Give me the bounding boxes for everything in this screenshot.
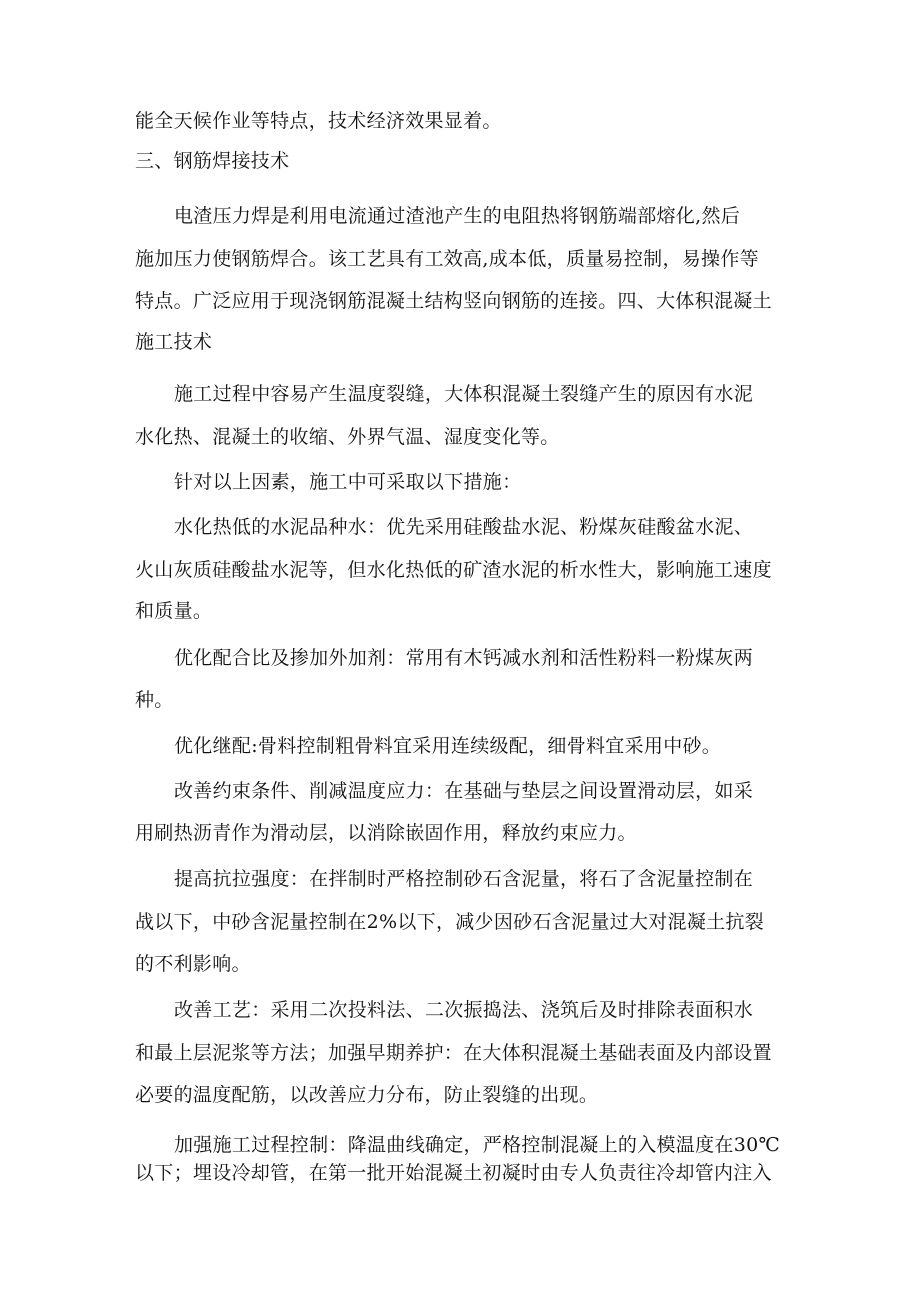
text-line: 和质量。 (135, 600, 213, 622)
text-line: 水化热低的水泥品种水：优先采用硅酸盐水泥、粉煤灰硅酸盆水泥、 (174, 516, 754, 538)
text-line: 提高抗拉强度：在拌制时严格控制砂石含泥量，将石了含泥量控制在 (174, 868, 754, 890)
text-line: 加强施工过程控制：降温曲线确定，严格控制混凝上的入模温度在30℃ (174, 1134, 781, 1156)
text-line: 火山灰质硅酸盐水泥等，但水化热低的矿渣水泥的析水性大，影响施工速度 (135, 559, 772, 581)
text-line: 水化热、混凝土的收缩、外界气温、湿度变化等。 (135, 426, 560, 448)
text-line: 施工过程中容易产生温度裂缝，大体积混凝土裂缝产生的原因有水泥 (174, 383, 754, 405)
text-line: 种。 (135, 689, 174, 711)
text-line: 改善约束条件、削减温度应力：在基础与垫层之间设置滑动层，如采 (174, 780, 754, 802)
text-line: 用刷热沥青作为滑动层，以消除嵌固作用，释放约束应力。 (135, 822, 637, 844)
text-line: 能全天候作业等特点，技术经济效果显着。 (135, 110, 502, 132)
text-line: 优化继配:骨料控制粗骨料宜采用连续级配，细骨料宜采用中砂。 (174, 735, 722, 757)
text-line: 优化配合比及掺加外加剂：常用有木钙减水剂和活性粉料一粉煤灰两 (174, 647, 754, 669)
text-line: 电渣压力焊是利用电流通过渣池产生的电阻热将钢筋端部熔化,然后 (174, 205, 741, 227)
text-line: 改善工艺：采用二次投料法、二次振捣法、浇筑后及时排除表面积水 (174, 999, 754, 1021)
text-line: 战以下，中砂含泥量控制在2%以下，减少因砂石含泥量过大对混凝土抗裂 (135, 911, 765, 933)
text-line: 施工技术 (135, 331, 213, 353)
text-line: 施加压力使钢筋焊合。该工艺具有工效高,成本低，质量易控制，易操作等 (135, 248, 759, 270)
text-line: 和最上层泥浆等方法；加强早期养护：在大体积混凝土基础表面及内部设置 (135, 1042, 772, 1064)
text-line: 特点。广泛应用于现浇钢筋混凝土结构竖向钢筋的连接。四、大体积混凝土 (135, 290, 772, 312)
text-line: 针对以上因素，施工中可采取以下措施： (174, 471, 522, 493)
text-line: 必要的温度配筋，以改善应力分布，防止裂缝的出现。 (135, 1084, 599, 1106)
text-line: 的不利影响。 (135, 953, 251, 975)
text-line: 以下；埋设冷却管，在第一批开始混凝土初凝时由专人负责往冷却管内注入 (135, 1162, 772, 1184)
section-heading: 三、钢筋焊接技术 (135, 150, 290, 172)
